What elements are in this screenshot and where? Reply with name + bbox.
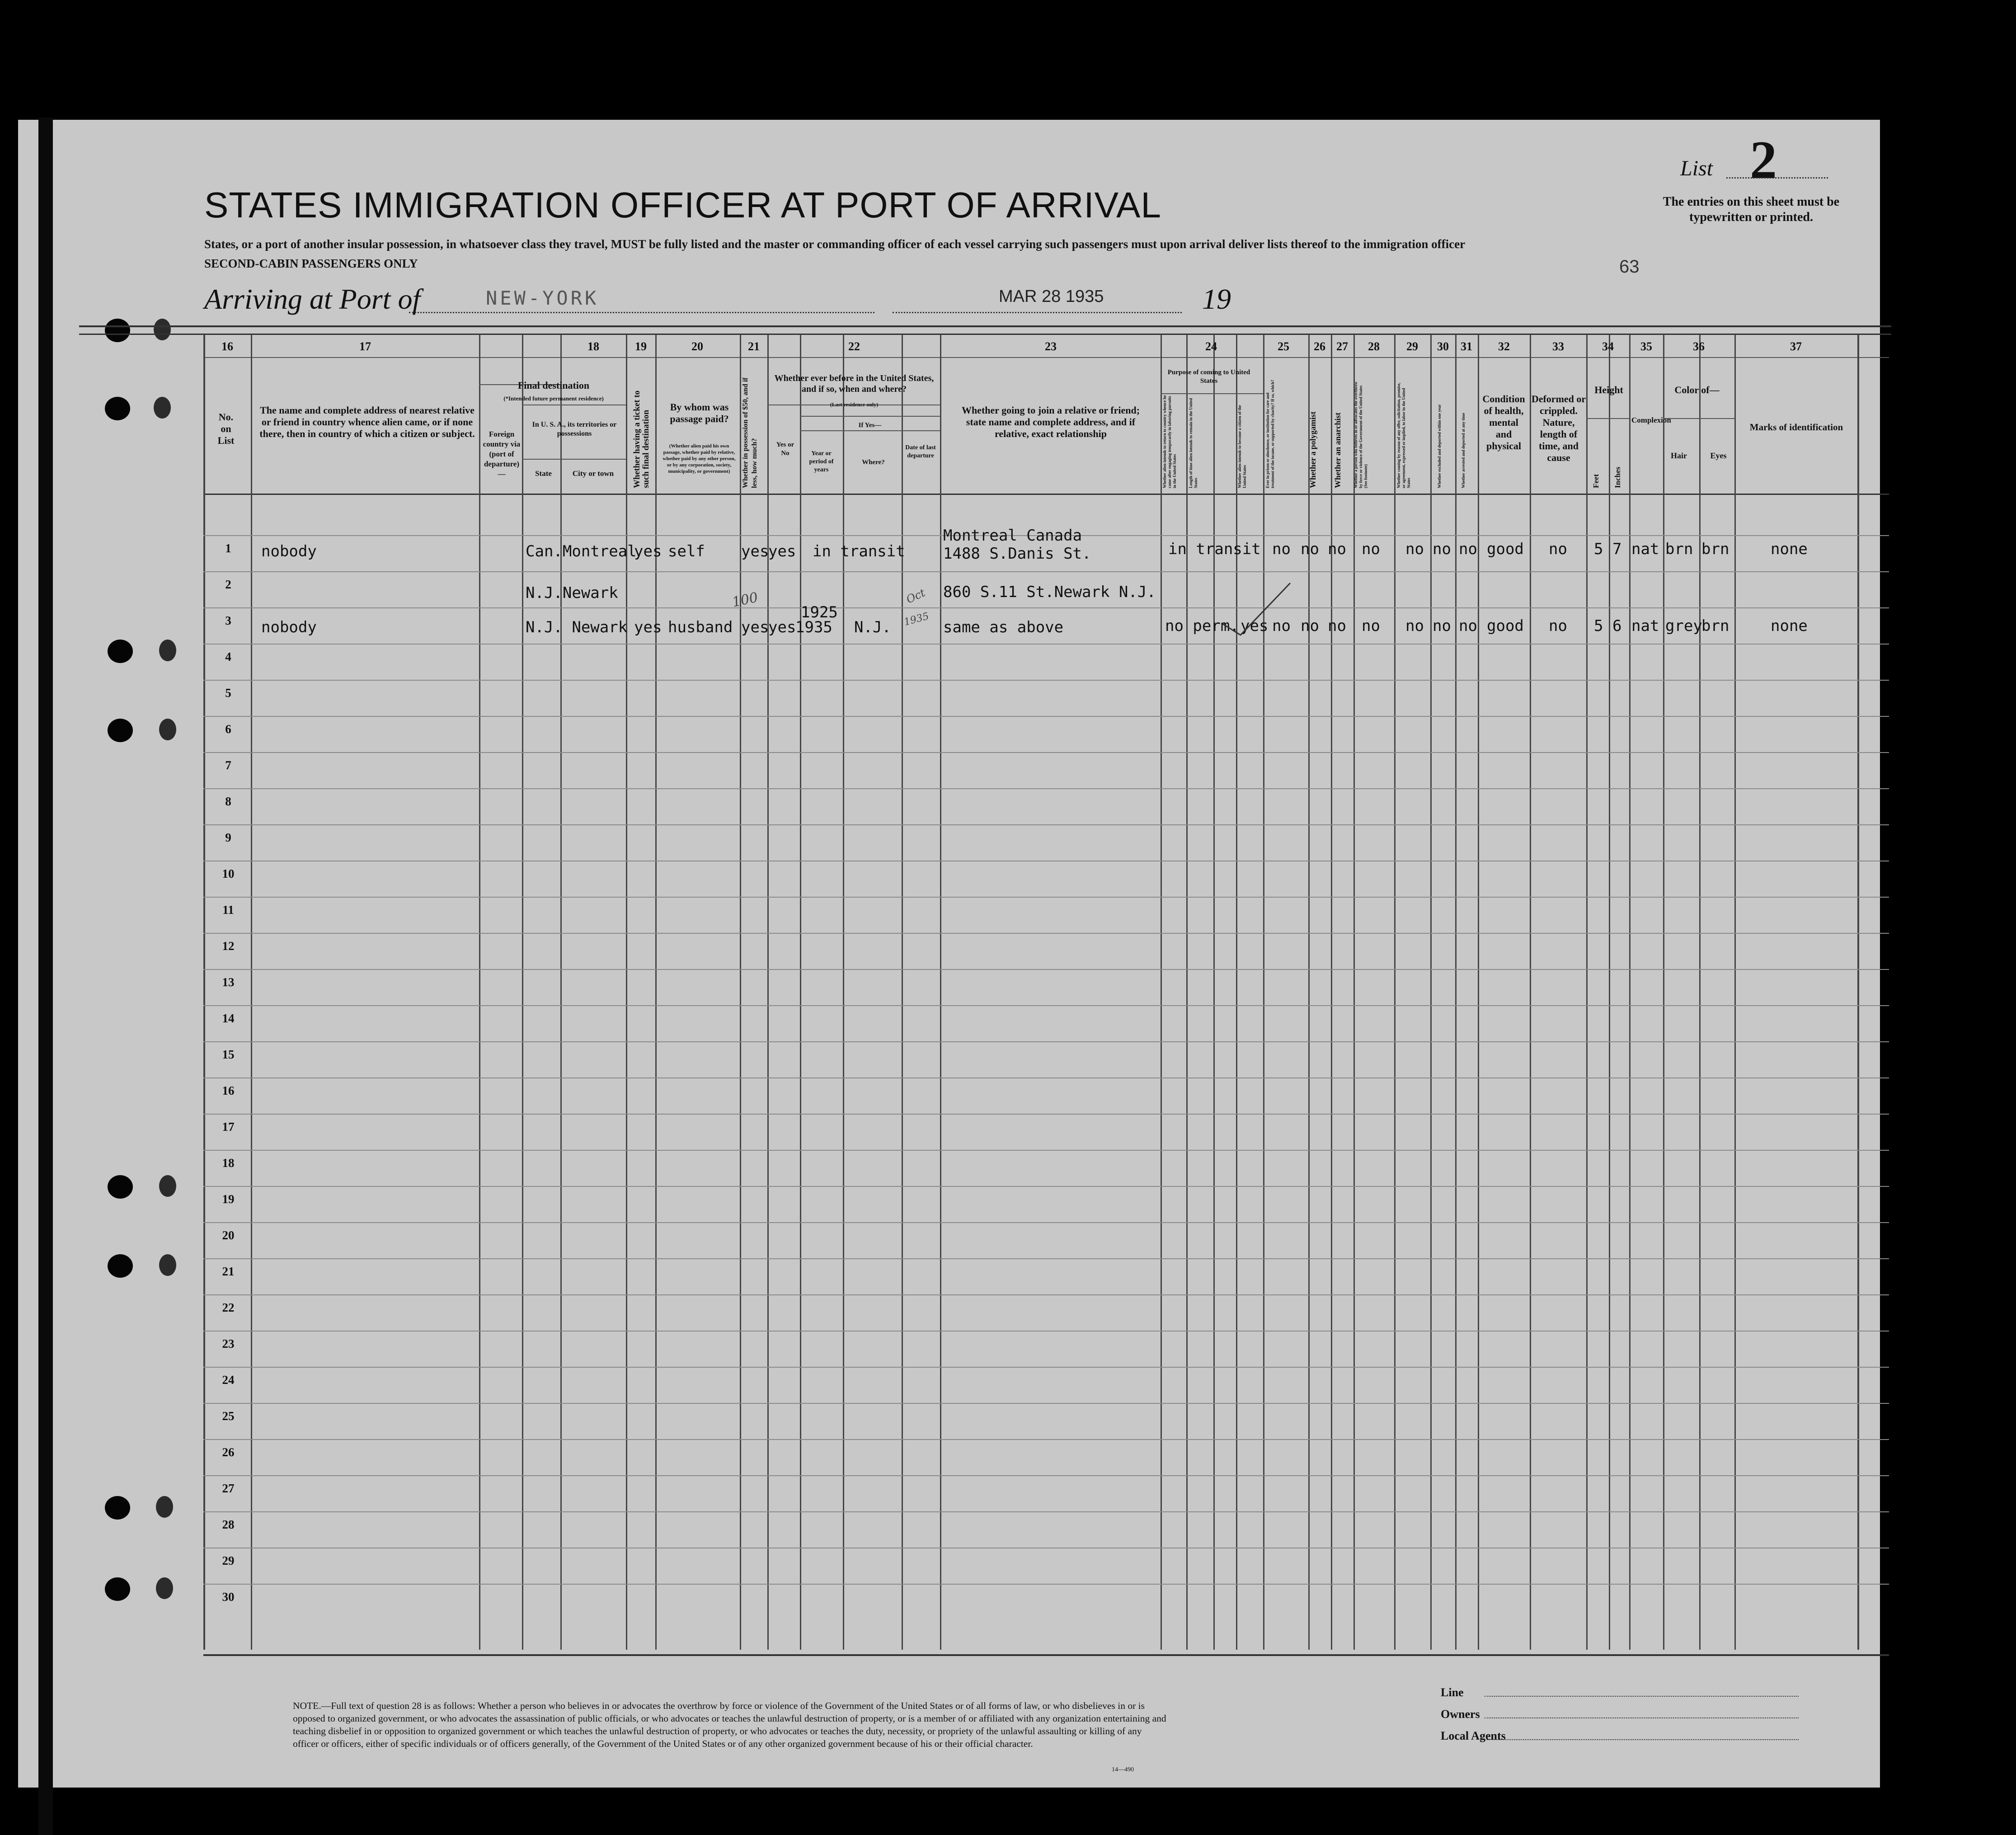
row3-join: same as above — [943, 618, 1064, 636]
table-column-divider — [251, 334, 252, 1650]
row3-prison: no — [1272, 617, 1291, 635]
agents-label: Local Agents — [1441, 1729, 1506, 1742]
row-number: 7 — [225, 758, 231, 772]
table-column-divider — [626, 334, 627, 1650]
col-header-32: Condition of health, mental and physical — [1482, 393, 1525, 452]
column-number: 23 — [1045, 340, 1057, 353]
row1-paid: self — [668, 542, 705, 560]
table-column-divider — [1331, 334, 1332, 1650]
table-column-divider — [767, 334, 769, 1650]
class-line: SECOND-CABIN PASSENGERS ONLY — [204, 257, 418, 270]
column-number: 21 — [748, 340, 760, 353]
row1-polygamist: no — [1301, 540, 1319, 558]
table-column-divider — [1430, 334, 1432, 1650]
table-row-line — [203, 933, 1889, 934]
form-title: STATES IMMIGRATION OFFICER AT PORT OF ARRIVAL — [204, 185, 1161, 225]
row-number: 14 — [222, 1012, 235, 1025]
table-column-divider — [1857, 334, 1859, 1650]
col-header-28: Whether a person who believes in or advocates the overthrow by force or violence of the Government of the United States (See footnote) — [1353, 381, 1368, 488]
agents-signature-line — [1485, 1739, 1799, 1740]
row3-q29: no — [1405, 617, 1424, 635]
table-column-divider — [1609, 334, 1610, 1650]
table-column-divider — [560, 334, 562, 1650]
table-row-line — [203, 788, 1889, 789]
col-header-26: Whether a polygamist — [1308, 411, 1317, 488]
table-column-divider — [1263, 334, 1264, 1650]
col-header-35: Complexion — [1631, 416, 1671, 424]
table-row-line — [203, 680, 1889, 681]
table-row-line — [203, 1403, 1889, 1404]
row1-before: yes — [768, 542, 796, 560]
row1-marks: none — [1771, 540, 1808, 558]
table-column-divider — [740, 334, 741, 1650]
col-header-31: Whether arrested and deported at any time — [1461, 413, 1466, 488]
row1-complexion: nat — [1631, 540, 1659, 558]
port-value: NEW-YORK — [486, 287, 599, 309]
table-column-divider — [800, 334, 801, 1650]
row-number: 25 — [222, 1409, 235, 1423]
column-number: 32 — [1498, 340, 1510, 353]
table-row-line — [203, 1367, 1889, 1368]
date-stamp: MAR 28 1935 — [999, 287, 1104, 306]
row-number: 4 — [225, 650, 231, 663]
table-row-line — [203, 1077, 1889, 1078]
row3-polygamist: no — [1301, 617, 1319, 635]
row-number: 27 — [222, 1482, 235, 1495]
table-row-line — [203, 1005, 1889, 1006]
handwritten-check-mark — [1220, 581, 1292, 640]
row3-eyes: brn — [1701, 617, 1729, 635]
table-column-divider — [1213, 334, 1215, 1650]
table-row-line — [203, 607, 1889, 608]
list-number: 2 — [1750, 130, 1777, 190]
owners-signature-line — [1485, 1717, 1799, 1718]
col-header-18-foreign: Foreign country via (port of departure)— — [483, 430, 521, 478]
col-header-22: Whether ever before in the United States, and if so, when and where? — [774, 373, 934, 394]
row-number: 13 — [222, 975, 235, 989]
table-column-divider — [1236, 334, 1237, 1650]
table-row-line — [203, 1331, 1889, 1332]
handwritten-date-bottom: 1935 — [902, 611, 930, 628]
table-column-divider — [1586, 334, 1588, 1650]
column-number: 25 — [1278, 340, 1289, 353]
row3-q31: no — [1459, 617, 1477, 635]
table-column-divider — [522, 334, 523, 1650]
table-row-line — [203, 716, 1889, 717]
table-row-line — [203, 1186, 1889, 1187]
row1-relative: nobody — [261, 542, 317, 560]
row3-anarchist: no — [1328, 617, 1346, 635]
table-row-line — [203, 1511, 1889, 1512]
owners-label: Owners — [1441, 1708, 1480, 1721]
column-number: 18 — [587, 340, 599, 353]
row3-year-bottom: 1935 — [795, 618, 832, 636]
row-number: 24 — [222, 1373, 235, 1387]
table-row-line — [203, 1258, 1889, 1259]
row2-join: 860 S.11 St.Newark N.J. — [943, 583, 1156, 601]
row2-destination: N.J.Newark — [526, 584, 618, 602]
row3-ticket: yes — [634, 618, 662, 636]
col-header-30: Whether excluded and deported within one year — [1437, 404, 1442, 488]
row1-health: good — [1487, 540, 1524, 558]
table-row-line — [203, 1041, 1889, 1042]
col-header-22-date: Date of last departure — [905, 444, 936, 459]
column-number: 28 — [1368, 340, 1380, 353]
row1-q29: no — [1405, 540, 1424, 558]
col-header-24a: Whether alien intends to return to country whence he came after engaging temporarily in laboring pursuits in the United States — [1162, 395, 1177, 488]
table-row-line — [203, 644, 1889, 645]
row1-eyes: brn — [1701, 540, 1729, 558]
col-header-37: Marks of identification — [1749, 422, 1843, 433]
row3-purpose: no perm. — [1165, 617, 1239, 635]
row-number: 20 — [222, 1228, 235, 1242]
column-number: 20 — [691, 340, 703, 353]
arriving-label: Arriving at Port of — [204, 283, 421, 315]
row1-join-line1: Montreal Canada — [943, 527, 1082, 545]
row1-purpose: in transit — [1168, 540, 1261, 558]
col-header-25: Ever in prison or almshouse, or institution for care and treatment of the insane, or supported by charity? If so, which? — [1265, 380, 1275, 488]
row-number: 15 — [222, 1048, 235, 1061]
row1-q28: no — [1362, 540, 1380, 558]
row1-q31: no — [1459, 540, 1477, 558]
row-number: 1 — [225, 541, 231, 555]
table-column-divider — [1734, 334, 1736, 1650]
instruction-text: States, or a port of another insular possession, in whatsoever class they travel, MUST be fully listed and the master or commanding officer of each vessel carrying such passengers must upon arrival deliver lists thereof to the immigration officer — [204, 237, 1466, 251]
row3-marks: none — [1771, 617, 1808, 635]
table-column-divider — [655, 334, 657, 1650]
row3-complexion: nat — [1631, 617, 1659, 635]
handwritten-money-note: 100 — [730, 589, 760, 611]
sheet-number: 63 — [1619, 257, 1640, 277]
row1-join-line2: 1488 S.Danis St. — [943, 545, 1091, 563]
header-subdivider — [1663, 418, 1734, 419]
row-number: 26 — [222, 1445, 235, 1459]
table-column-divider — [1161, 334, 1162, 1650]
row1-where: in transit — [813, 542, 905, 560]
row1-feet: 5 — [1594, 540, 1603, 558]
table-column-divider — [902, 334, 903, 1650]
row3-where: N.J. — [854, 618, 891, 636]
column-number: 29 — [1406, 340, 1418, 353]
table-row-line — [203, 752, 1889, 753]
table-row-line — [203, 571, 1889, 572]
row3-feet: 5 — [1594, 617, 1603, 635]
table-column-divider — [1353, 334, 1355, 1650]
row-number: 22 — [222, 1301, 235, 1314]
row3-citizen: yes — [1241, 617, 1269, 635]
entries-note: The entries on this sheet must be typewritten or printed. — [1663, 195, 1840, 224]
column-number: 16 — [221, 340, 233, 353]
row3-before: yes — [768, 618, 796, 636]
column-number: 35 — [1640, 340, 1652, 353]
row3-deformed: no — [1549, 617, 1567, 635]
row3-inches: 6 — [1612, 617, 1622, 635]
row1-money: yes — [741, 542, 769, 560]
row3-hair: grey — [1665, 617, 1702, 635]
table-column-divider — [1699, 334, 1701, 1650]
row1-prison: no — [1272, 540, 1291, 558]
col-header-inches: Inches — [1613, 466, 1622, 488]
column-number: 34 — [1602, 340, 1614, 353]
col-header-18-usa: In U. S. A., its territories or possessions — [532, 421, 617, 438]
col-header-24b: Length of time alien intends to remain in the United States — [1189, 398, 1198, 488]
line-signature-line — [1485, 1696, 1799, 1697]
col-header-20: By whom was passage paid? — [670, 401, 729, 424]
row-number: 11 — [222, 903, 234, 917]
col-header-29: Whether coming by reason of any offer, solicitation, promise, or agreement, expressed or implied, to labor in the United States — [1396, 382, 1411, 488]
col-header-23: Whether going to join a relative or friend; state name and complete address, and if relative, exact relationship — [961, 405, 1140, 439]
line-label: Line — [1441, 1686, 1464, 1699]
col-header-34: Height — [1594, 384, 1623, 395]
table-row-line — [203, 1439, 1889, 1440]
row-number: 21 — [222, 1265, 235, 1278]
table-row-line — [203, 1114, 1889, 1115]
column-number: 24 — [1205, 340, 1217, 353]
col-header-18-sub: (*Intended future permanent residence) — [503, 395, 604, 402]
col-header-27: Whether an anarchist — [1333, 412, 1342, 488]
row1-inches: 7 — [1612, 540, 1622, 558]
table-column-divider — [479, 334, 480, 1650]
row-number: 6 — [225, 722, 231, 736]
row-number: 5 — [225, 686, 231, 700]
col-header-17: The name and complete address of nearest relative or friend in country whence alien came, or if none there, then in country of which a citizen or subject. — [259, 405, 475, 439]
row-number: 10 — [222, 867, 235, 880]
header-subdivider — [800, 416, 940, 417]
table-column-divider — [940, 334, 941, 1650]
row3-money: yes — [741, 618, 769, 636]
col-header-city: City or town — [572, 469, 614, 478]
table-column-divider — [203, 334, 205, 1650]
row-number: 28 — [222, 1518, 235, 1531]
row3-year-top: 1925 — [801, 603, 838, 621]
row-number: 9 — [225, 831, 231, 844]
table-row-line — [203, 824, 1889, 825]
col-header-19: Whether having a ticket to such final destination — [632, 390, 651, 488]
row-number: 18 — [222, 1156, 235, 1170]
table-column-divider — [1394, 334, 1396, 1650]
row3-q30: no — [1433, 617, 1451, 635]
table-row-line — [203, 1475, 1889, 1476]
form-code: 14—490 — [1112, 1766, 1134, 1773]
col-header-24c: Whether alien intends to become a citizen of the United States — [1237, 405, 1247, 488]
col-header-22-year: Year or period of years — [809, 450, 834, 473]
col-header-eyes: Eyes — [1710, 451, 1727, 460]
table-row-line — [203, 1222, 1889, 1223]
table-column-divider — [1663, 334, 1664, 1650]
column-number: 26 — [1314, 340, 1325, 353]
footnote-q28: NOTE.—Full text of question 28 is as follows: Whether a person who believes in or advocates the overthrow by force or violence of the Government of the United States or of all forms of law, or who disbelieves in or is opposed to organized government, or who advocates the assassination of public officials, or who advocates or teaches the unlawful destruction of property, or is a member of or affiliated with any organization entertaining and teaching disbelief in or opposition to organized government or which teaches the unlawful destruction of property, or who advocates or teaches the duty, necessity, or propriety of the unlawful assaulting or killing of any officer or officers, either of specific individuals or of officers generally, of the Government of the United States or of any other organized government because of his or their official character. — [293, 1700, 1166, 1749]
column-number: 31 — [1461, 340, 1472, 353]
row3-paid: husband — [668, 618, 733, 636]
column-number: 33 — [1552, 340, 1564, 353]
col-header-22-sub: (Last residence only) — [830, 401, 879, 408]
col-header-21: Whether in possession of $50, and if less, how much? — [742, 377, 758, 488]
year-label: 19 — [1202, 283, 1231, 315]
row-number: 23 — [222, 1337, 235, 1350]
col-header-18-title: Final destination — [517, 380, 590, 391]
table-row-line — [203, 897, 1889, 898]
column-number: 30 — [1437, 340, 1449, 353]
header-subdivider — [522, 459, 626, 460]
row3-health: good — [1487, 617, 1524, 635]
list-label: List — [1680, 156, 1713, 180]
table-column-divider — [1530, 334, 1531, 1650]
table-row-line — [203, 1584, 1889, 1585]
table-column-divider — [843, 334, 844, 1650]
column-number: 17 — [359, 340, 371, 353]
row3-destination: N.J. Newark — [526, 618, 628, 636]
column-number: 27 — [1336, 340, 1348, 353]
row1-ticket: yes — [634, 542, 662, 560]
col-header-22-ifyes: If Yes— — [858, 422, 882, 429]
col-header-33: Deformed or crippled. Nature, length of time, and cause — [1531, 393, 1586, 463]
row1-hair: brn — [1665, 540, 1693, 558]
handwritten-date-top: Oct — [904, 586, 927, 606]
row1-destination: Can.Montreal — [526, 542, 637, 560]
col-header-feet: Feet — [1592, 474, 1600, 488]
row1-q30: no — [1433, 540, 1451, 558]
table-column-divider — [1629, 334, 1631, 1650]
row3-relative: nobody — [261, 618, 317, 636]
row-number: 16 — [222, 1084, 235, 1097]
table-row-line — [203, 1150, 1889, 1151]
row-number: 29 — [222, 1554, 235, 1567]
row-number: 3 — [225, 614, 231, 627]
table-column-divider — [1308, 334, 1310, 1650]
table-column-divider — [1455, 334, 1457, 1650]
col-header-20-sub: (Whether alien paid his own passage, whether paid by relative, whether paid by any other person, or by any corporation, society, municipality, or government) — [663, 443, 736, 474]
row-number: 12 — [222, 939, 235, 953]
col-header-36: Color of— — [1674, 384, 1720, 395]
col-header-24: Purpose of coming to United States — [1167, 369, 1250, 385]
table-column-divider — [1478, 334, 1479, 1650]
row3-q28: no — [1362, 617, 1380, 635]
column-number: 36 — [1693, 340, 1705, 353]
col-header-state: State — [535, 469, 552, 478]
col-header-hair: Hair — [1671, 451, 1687, 460]
col-header-no: No. on List — [217, 411, 235, 446]
row-number: 30 — [222, 1590, 235, 1604]
column-number: 19 — [635, 340, 647, 353]
table-row-line — [203, 969, 1889, 970]
column-number: 22 — [848, 340, 860, 353]
row-number: 17 — [222, 1120, 235, 1134]
row-number: 8 — [225, 795, 231, 808]
col-header-22-where: Where? — [862, 459, 885, 466]
col-header-22-yesno: Yes or No — [776, 441, 794, 457]
row-number: 19 — [222, 1192, 235, 1206]
header-subdivider — [1586, 418, 1629, 419]
table-row-line — [203, 1294, 1889, 1295]
row1-anarchist: no — [1328, 540, 1346, 558]
row-number: 2 — [225, 578, 231, 591]
column-number: 37 — [1790, 340, 1802, 353]
table-column-divider — [1186, 334, 1188, 1650]
row1-deformed: no — [1549, 540, 1567, 558]
